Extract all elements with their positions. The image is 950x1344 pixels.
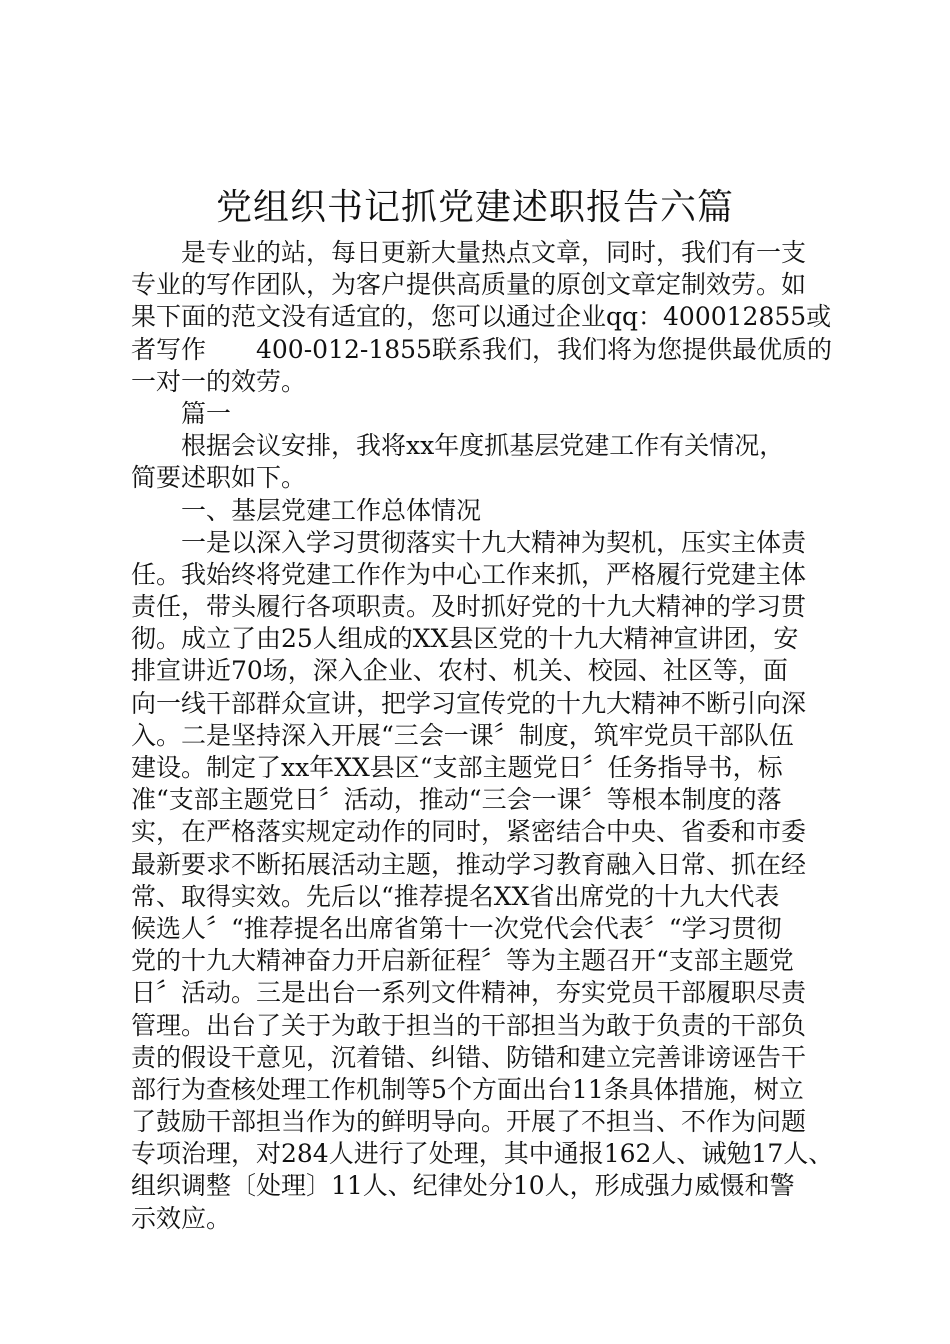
- text-line: 是专业的站，每日更新大量热点文章，同时，我们有一支: [181, 238, 807, 267]
- text-line: 者写作 400-012-1855联系我们，我们将为您提供最优质的: [131, 334, 832, 364]
- text-line: 管理。出台了关于为敢于担当的干部担当为敢于负责的干部负: [131, 1010, 807, 1040]
- text-line: 责任，带头履行各项职责。及时抓好党的十九大精神的学习贯: [131, 592, 807, 622]
- text-line: 向一线干部群众宣讲，把学习宣传党的十九大精神不断引向深: [131, 688, 807, 718]
- text-line: 果下面的范文没有适宜的，您可以通过企业qq：400012855或: [131, 302, 832, 332]
- text-line: 彻。成立了由25人组成的XX县区党的十九大精神宣讲团，安: [131, 624, 799, 654]
- text-line: 部行为查核处理工作机制等5个方面出台11条具体措施，树立: [131, 1074, 804, 1104]
- text-line: 准“支部主题党日〞活动，推动“三会一课〞等根本制度的落: [131, 785, 782, 815]
- text-line: 日〞活动。三是出台一系列文件精神，夯实党员干部履职尽责: [131, 978, 807, 1008]
- text-line: 一对一的效劳。: [131, 366, 307, 396]
- text-line: 建设。制定了xx年XX县区“支部主题党日〞任务指导书，标: [131, 753, 783, 782]
- text-line: 简要述职如下。: [131, 463, 307, 493]
- document-body: [131, 237, 834, 1235]
- text-line: 一、基层党建工作总体情况: [181, 495, 482, 525]
- text-line: 候选人〞“推荐提名出席省第十一次党代会代表〞“学习贯彻: [131, 913, 782, 943]
- text-line: 党的十九大精神奋力开启新征程〞等为主题召开“支部主题党: [131, 946, 794, 976]
- text-line: 专业的写作团队，为客户提供高质量的原创文章定制效劳。如: [131, 270, 807, 300]
- text-line: 专项治理，对284人进行了处理，其中通报162人、诫勉17人、: [131, 1139, 834, 1169]
- text-line: 最新要求不断拓展活动主题，推动学习教育融入日常、抓在经: [131, 849, 807, 879]
- text-line: 一是以深入学习贯彻落实十九大精神为契机，压实主体责: [181, 527, 807, 557]
- text-line: 入。二是坚持深入开展“三会一课〞制度，筑牢党员干部队伍: [131, 720, 794, 750]
- text-line: 任。我始终将党建工作作为中心工作来抓，严格履行党建主体: [131, 559, 807, 589]
- text-line: 示效应。: [131, 1203, 232, 1233]
- document-title: 党组织书记抓党建述职报告六篇: [215, 187, 734, 228]
- text-line: 了鼓励干部担当作为的鲜明导向。开展了不担当、不作为问题: [131, 1107, 807, 1137]
- text-line: 常、取得实效。先后以“推荐提名XX省出席党的十九大代表: [131, 881, 780, 911]
- text-line: 篇一: [181, 398, 232, 428]
- text-line: 根据会议安排，我将xx年度抓基层党建工作有关情况，: [181, 431, 785, 461]
- text-line: 责的假设干意见，沉着错、纠错、防错和建立完善诽谤诬告干: [131, 1042, 807, 1072]
- text-line: 组织调整〔处理〕11人、纪律处分10人，形成强力威慑和警: [131, 1171, 795, 1201]
- text-line: 排宣讲近70场，深入企业、农村、机关、校园、社区等，面: [131, 656, 788, 686]
- text-line: 实，在严格落实规定动作的同时，紧密结合中央、省委和市委: [131, 817, 807, 847]
